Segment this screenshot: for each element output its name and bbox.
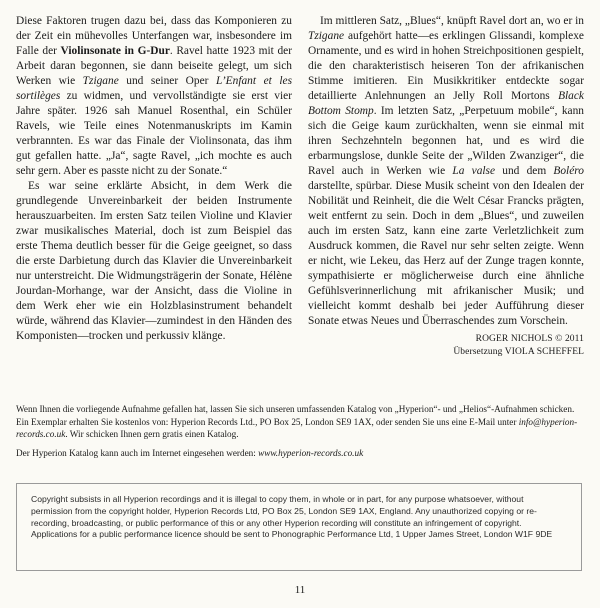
- text-run: Der Hyperion Katalog kann auch im Internet eingesehen werden:: [16, 447, 259, 458]
- text-run: Diese Faktoren trugen dazu bei, dass das Komponieren zu der Zeit ein mühevolles Unterfangen war, insbesondere im Falle der: [16, 15, 292, 57]
- translator-credit: Übersetzung VIOLA SCHEFFEL: [453, 347, 584, 357]
- work-title-italic: L’Enfant et les sortilèges: [16, 75, 292, 102]
- email-address: info@hyperion-records.co.uk: [16, 416, 578, 439]
- text-run: Im mittleren Satz, „Blues“, knüpft Ravel dort an, wo er in: [320, 15, 584, 27]
- text-run: darstellte, spürbar. Diese Musik scheint von den Idealen der Nobilität und Reinheit, die die Welt César Francks prägten, weit entfernt zu sein. Doch in dem „Blues“, und zuweilen auch im ersten Satz, kann eine zarte Verletzlichkeit zum Ausdruck kommen, die Ravel nur sehr selten zeigte. Wenn er nicht, wie Lekeu, das Herz auf der Zunge tragen konnte, sympathisierte er möglicherweise durch eine ähnliche Gefühlsverinnerlichung mit afrikanischer Musik; und vielleicht kommt deshalb bei jeder Aufführung dieser Sonate etwas Neues und Überraschendes zum Vorschein.: [308, 180, 584, 327]
- author-credit: ROGER NICHOLS © 2011: [475, 334, 584, 344]
- text-run: und seiner Oper: [118, 75, 216, 87]
- left-paragraph-2: Es war seine erklärte Absicht, in dem Werk die grundlegende Unvereinbarkeit der beiden Instrumente herauszuarbeiten. Im ersten Satz teilen Violine und Klavier zwar musikalisches Material, doch ist zum Beispiel das erste Thema deutlich besser für die Geige geeignet, so dass die erste Darbietung durch das Klavier die Unvereinbarkeit nur unterstreicht. Die Widmungsträgerin der Sonate, Hélène Jourdan-Morhange, war der Ansicht, dass die Violine in dem Werk eher wie ein Holzblasinstrument behandelt würde, während das Klavier—zumindest in den Händen des Komponisten—trocken und perkussiv klänge.: [16, 180, 292, 342]
- work-title-italic: La valse: [452, 165, 496, 177]
- text-run: zu widmen, und vervollständigte sie erst vier Jahre später. 1926 sah Manuel Rosenthal, ein Schüler Ravels, wie Teile eines Notenmanuskripts im Kamin verbrannten. Es war das Finale der Violinsonata, das ihm gut gefallen hatte. „Ja“, sagte Ravel, „ich mochte es auch sehr gern. Aber es passte nicht zu der Sonate.“: [16, 90, 292, 177]
- work-title-bold: Violinsonate in G-Dur: [60, 45, 170, 57]
- right-paragraph-1: [308, 14, 584, 329]
- catalog-web-text: [16, 447, 586, 460]
- work-title-italic: Boléro: [553, 165, 584, 177]
- left-paragraph-1: [16, 14, 292, 179]
- text-run: . Ravel hatte 1923 mit der Arbeit daran begonnen, sie dann beiseite gelegt, um sich Werken wie: [16, 45, 292, 87]
- text-run: und dem: [495, 165, 554, 177]
- text-run: . Im letzten Satz, „Perpetuum mobile“, kann sich die Geige kaum zurückhalten, wenn sie einmal mit ihren Sechzehnteln begonnen hat, und es wird die erbarmungslose, dunkle Seite der „Wilden Zwanziger“, die Ravel auch in Werken wie: [308, 105, 584, 177]
- work-title-italic: Tzigane: [308, 30, 345, 42]
- website-url: www.hyperion-records.co.uk: [258, 447, 364, 458]
- right-column: [308, 14, 584, 359]
- text-run: . Wir schicken Ihnen gern gratis einen Katalog.: [65, 429, 239, 439]
- work-title-italic: Tzigane: [82, 75, 119, 87]
- essay-columns: [16, 14, 584, 359]
- text-run: Wenn Ihnen die vorliegende Aufnahme gefallen hat, lassen Sie sich unseren umfassenden Katalog von „Hyperion“- und „Helios“-Aufnahmen schicken. Ein Exemplar erhalten Sie kostenlos von: Hyperion Records Ltd., PO Box 25, London SE9 1AX, oder senden Sie uns eine E-Mail unter: [16, 404, 575, 427]
- catalog-notice: [16, 403, 586, 465]
- catalog-request-text: [16, 403, 586, 441]
- page-number: 11: [294, 584, 306, 596]
- copyright-notice-box: Copyright subsists in all Hyperion recordings and it is illegal to copy them, in whole or in part, for any purpose whatsoever, without permission from the copyright holder, Hyperion Records Ltd, PO Box 25, London SE9 1AX, England. Any unauthorized copying or re-recording, broadcasting, or public performance of this or any other Hyperion recording will constitute an infringement of copyright. Applications for a public performance licence should be sent to Phonographic Performance Ltd, 1 Upper James Street, London W1F 9DE: [16, 483, 582, 571]
- work-title-italic: Black Bottom Stomp: [308, 90, 584, 117]
- text-run: aufgehört hatte—es erklingen Glissandi, komplexe Ornamente, und es wird in hohen Streichpositionen gespielt, die den charakteristisch heiseren Ton der afrikanischen Stimme imitieren. Ein Musikkritiker entdeckte sogar detaillierte Anlehnungen an Jelly Roll Mortons: [308, 30, 584, 102]
- credits: [308, 333, 584, 359]
- left-column: [16, 14, 292, 359]
